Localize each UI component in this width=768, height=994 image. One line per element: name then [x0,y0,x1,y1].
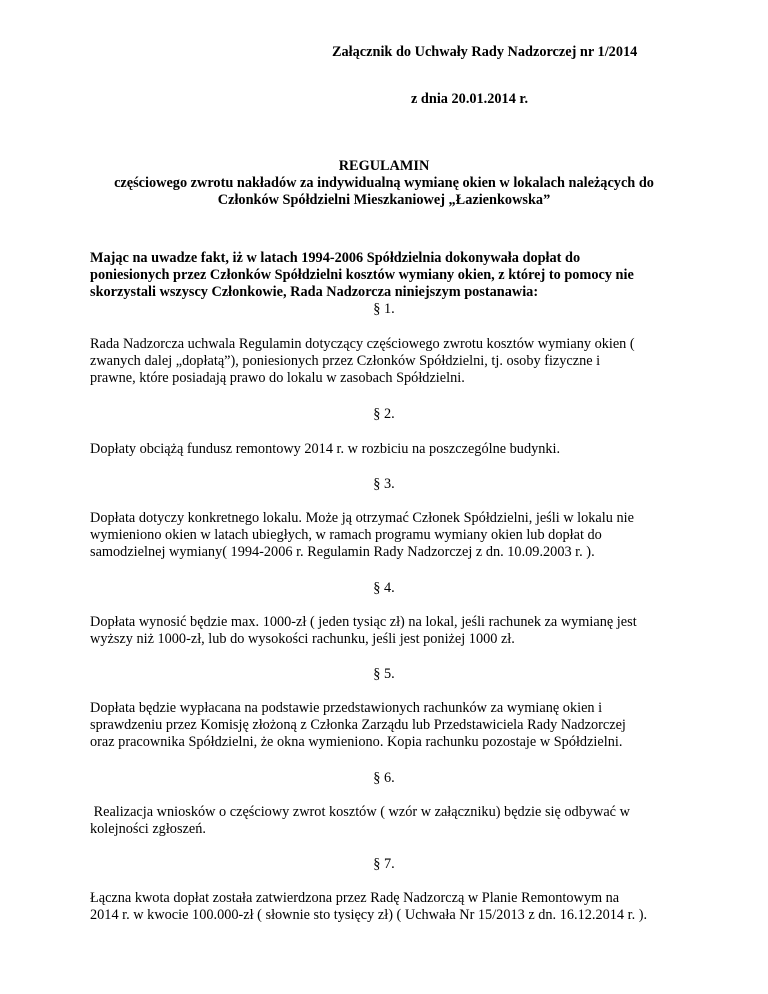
section-line: samodzielnej wymiany( 1994-2006 r. Regulamin Rady Nadzorczej z dn. 10.09.2003 r. ). [90,544,595,560]
title-line-1: REGULAMIN [338,158,430,174]
section-1-text [90,336,708,387]
annex-date: z dnia 20.01.2014 r. [411,91,529,107]
section-symbol-7: § 7. [373,856,395,872]
section-7-text [90,890,708,924]
section-line: zwanych dalej „dopłatą”), poniesionych przez Członków Spółdzielni, tj. osoby fizyczne i [90,353,601,369]
preamble-line: skorzystali wszyscy Członkowie, Rada Nadzorcza niniejszym postanawia: [90,284,539,300]
section-line: Łączna kwota dopłat została zatwierdzona przez Radę Nadzorczą w Planie Remontowym na [90,890,620,906]
section-line: 2014 r. w kwocie 100.000-zł ( słownie sto tysięcy zł) ( Uchwała Nr 15/2013 z dn. 16.12.2014 r. ). [90,907,648,923]
regulation-title [0,158,768,209]
title-line-2: częściowego zwrotu nakładów za indywidualną wymianę okien w lokalach należących do [114,175,654,191]
section-line: Realizacja wniosków o częściowy zwrot kosztów ( wzór w załączniku) będzie się odbywać w [90,804,630,820]
preamble-line: Mając na uwadze fakt, iż w latach 1994-2006 Spółdzielnia dokonywała dopłat do [90,250,581,266]
annex-heading: Załącznik do Uchwały Rady Nadzorczej nr 1/2014 [332,44,638,60]
section-line: Rada Nadzorcza uchwala Regulamin dotyczący częściowego zwrotu kosztów wymiany okien ( [90,336,635,352]
section-line: kolejności zgłoszeń. [90,821,206,837]
preamble [90,250,708,301]
section-4-text [90,614,708,648]
title-line-3: Członków Spółdzielni Mieszkaniowej „Łazienkowska” [217,192,551,208]
section-5-text [90,700,708,751]
section-line: Dopłata dotyczy konkretnego lokalu. Może ją otrzymać Członek Spółdzielni, jeśli w lokalu nie [90,510,634,526]
section-6-text [90,804,708,838]
section-symbol-4: § 4. [373,580,395,596]
section-line: wyższy niż 1000-zł, lub do wysokości rachunku, jeśli jest poniżej 1000 zł. [90,631,515,647]
section-3-text [90,510,708,561]
section-line: Dopłata wynosić będzie max. 1000-zł ( jeden tysiąc zł) na lokal, jeśli rachunek za wymianę jest [90,614,637,630]
section-line: sprawdzeniu przez Komisję złożoną z Członka Zarządu lub Przedstawiciela Rady Nadzorczej [90,717,626,733]
section-2-text [90,441,708,458]
section-symbol-3: § 3. [373,476,395,492]
section-line: Dopłaty obciążą fundusz remontowy 2014 r. w rozbiciu na poszczególne budynki. [90,441,561,457]
section-symbol-6: § 6. [373,770,395,786]
section-symbol-5: § 5. [373,666,395,682]
section-line: prawne, które posiadają prawo do lokalu w zasobach Spółdzielni. [90,370,465,386]
section-line: Dopłata będzie wypłacana na podstawie przedstawionych rachunków za wymianę okien i [90,700,603,716]
section-line: oraz pracownika Spółdzielni, że okna wymieniono. Kopia rachunku pozostaje w Spółdzielni. [90,734,623,750]
section-line: wymieniono okien w latach ubiegłych, w ramach programu wymiany okien lub dopłat do [90,527,602,543]
section-symbol-2: § 2. [373,406,395,422]
section-symbol-1: § 1. [373,301,395,317]
preamble-line: poniesionych przez Członków Spółdzielni kosztów wymiany okien, z której to pomocy nie [90,267,634,283]
